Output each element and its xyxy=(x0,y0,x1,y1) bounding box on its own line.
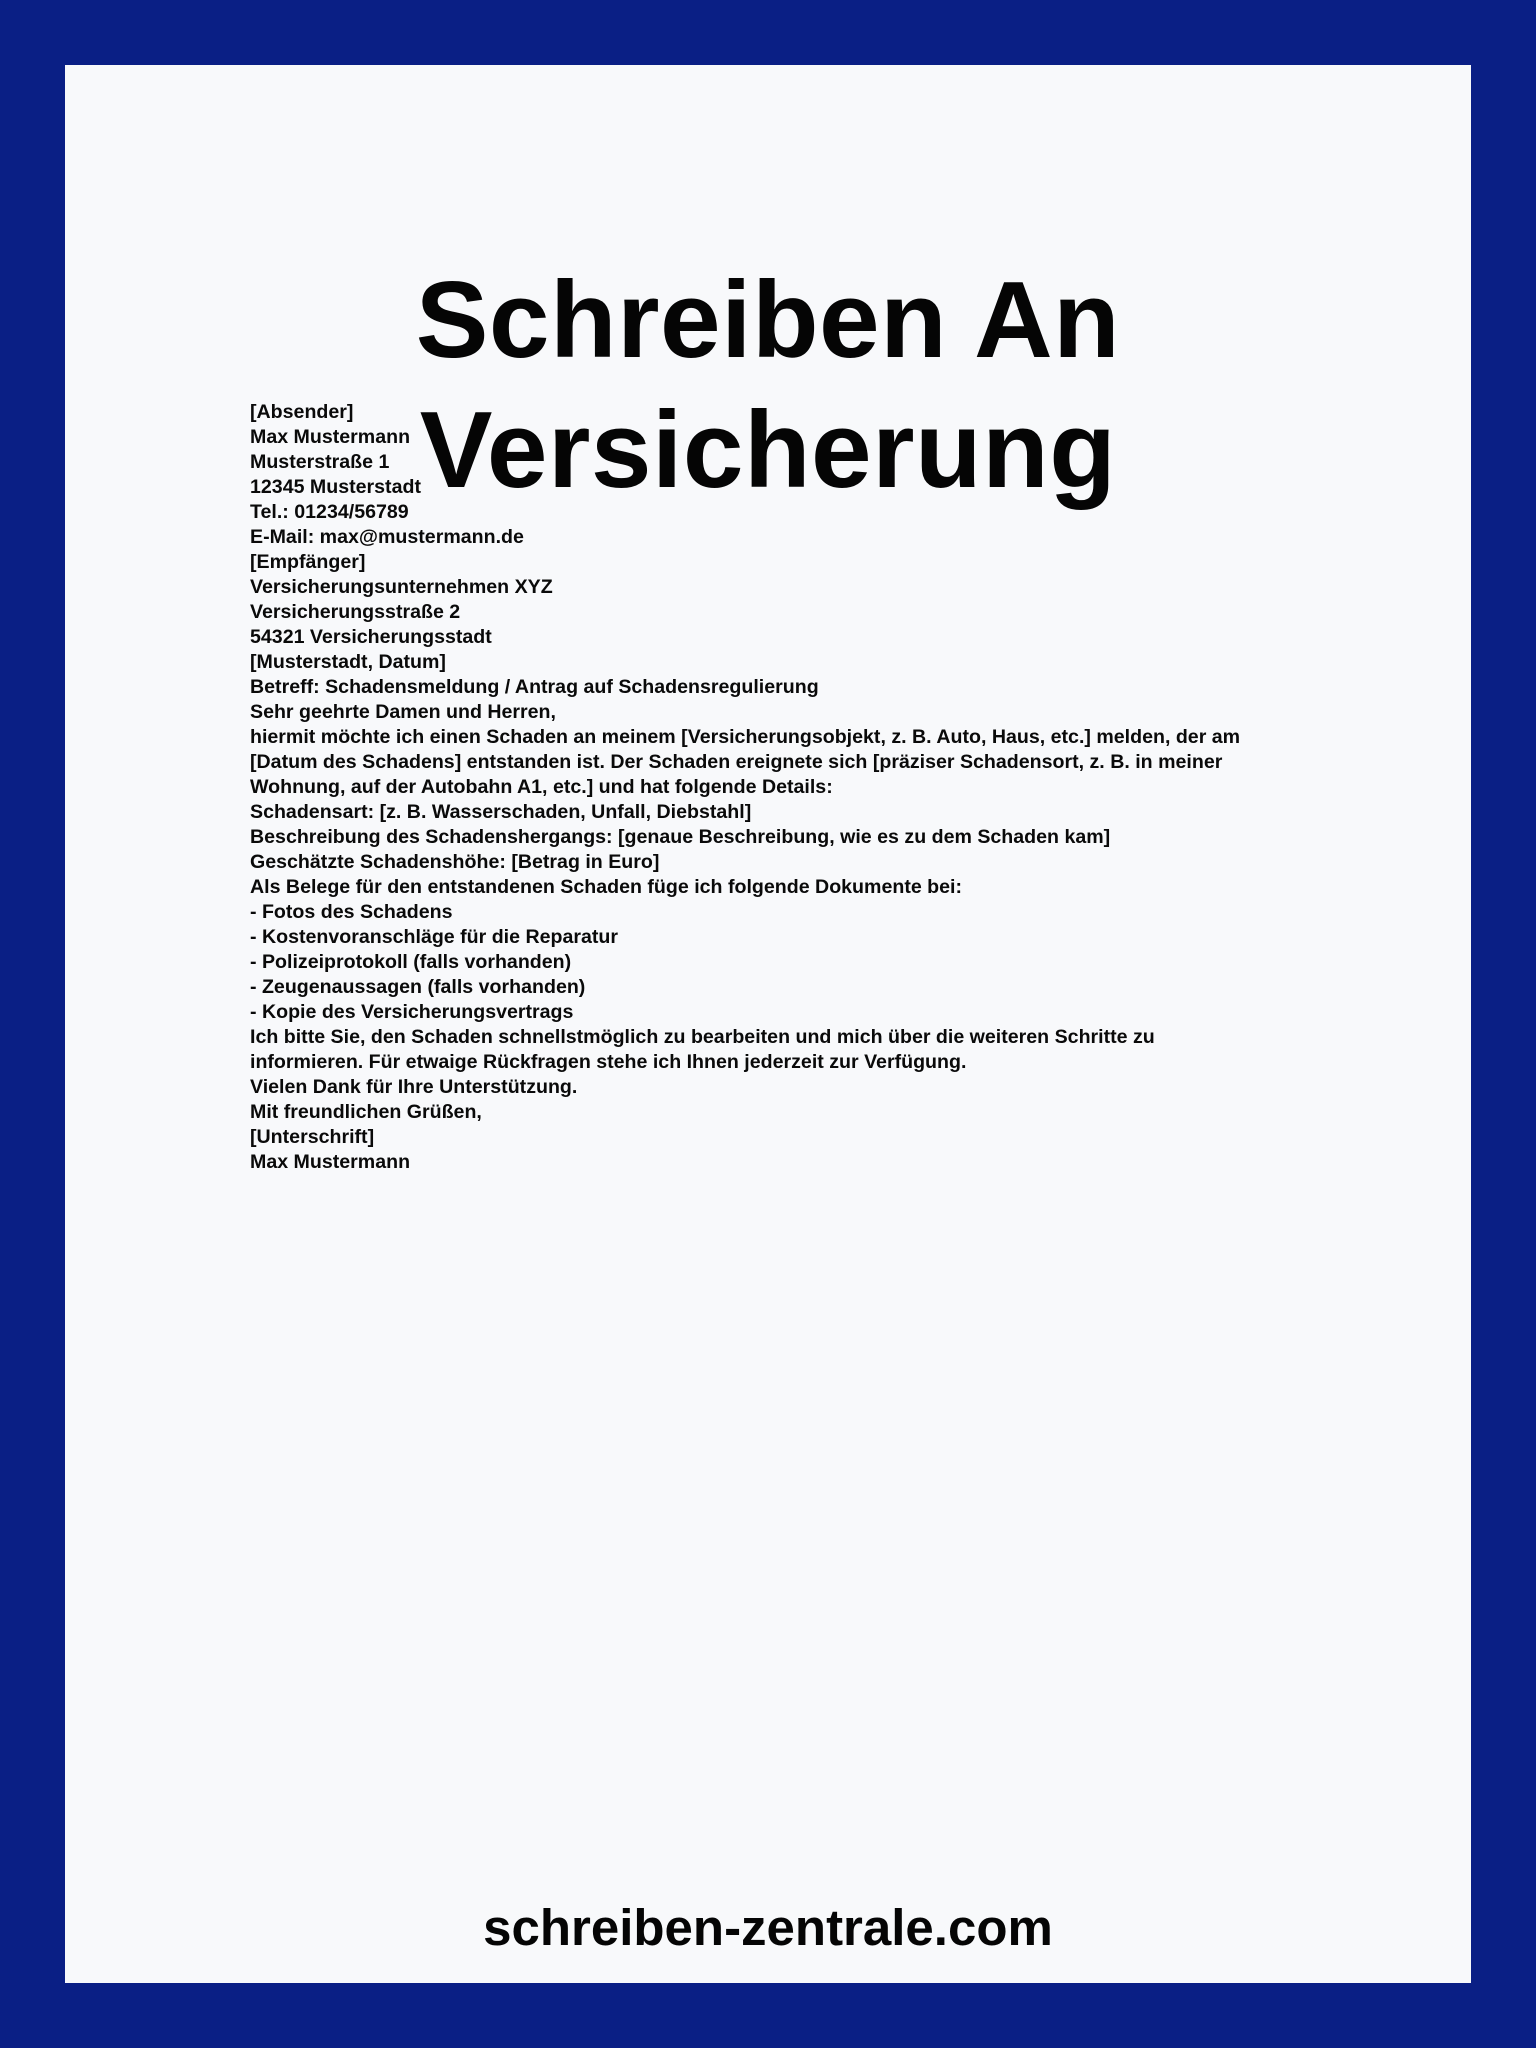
evidence-item: - Kopie des Versicherungsvertrags xyxy=(250,1001,574,1023)
letter-body xyxy=(250,400,1330,1175)
intro-line: hiermit möchte ich einen Schaden an meinem [Versicherungsobjekt, z. B. Auto, Haus, etc.] melden, der am xyxy=(250,726,1241,748)
letter-card xyxy=(65,65,1471,1983)
page-title: Schreiben An Versicherung xyxy=(415,259,1121,511)
recipient-company: Versicherungsunternehmen XYZ xyxy=(250,576,553,598)
evidence-item: - Fotos des Schadens xyxy=(250,901,453,923)
sender-phone: Tel.: 01234/56789 xyxy=(250,501,409,523)
salutation: Sehr geehrte Damen und Herren, xyxy=(250,701,556,723)
recipient-tag: [Empfänger] xyxy=(250,551,366,573)
sender-street: Musterstraße 1 xyxy=(250,451,390,473)
sender-tag: [Absender] xyxy=(250,401,354,423)
intro-line: Wohnung, auf der Autobahn A1, etc.] und hat folgende Details: xyxy=(250,776,833,798)
damage-amount: Geschätzte Schadenshöhe: [Betrag in Euro] xyxy=(250,851,660,873)
damage-type: Schadensart: [z. B. Wasserschaden, Unfall, Diebstahl] xyxy=(250,801,752,823)
sender-name: Max Mustermann xyxy=(250,426,411,448)
recipient-city: 54321 Versicherungsstadt xyxy=(250,626,492,648)
sender-city: 12345 Musterstadt xyxy=(250,476,421,498)
request-line: Ich bitte Sie, den Schaden schnellstmöglich zu bearbeiten und mich über die weiteren Schritte zu xyxy=(250,1026,1155,1048)
signature-tag: [Unterschrift] xyxy=(250,1126,375,1148)
place-date: [Musterstadt, Datum] xyxy=(250,651,446,673)
evidence-item: - Kostenvoranschläge für die Reparatur xyxy=(250,926,619,948)
closing-line: Mit freundlichen Grüßen, xyxy=(250,1101,482,1123)
evidence-intro: Als Belege für den entstandenen Schaden füge ich folgende Dokumente bei: xyxy=(250,876,963,898)
recipient-street: Versicherungsstraße 2 xyxy=(250,601,461,623)
thanks-line: Vielen Dank für Ihre Unterstützung. xyxy=(250,1076,578,1098)
subject-line: Betreff: Schadensmeldung / Antrag auf Schadensregulierung xyxy=(250,676,819,698)
signature-name: Max Mustermann xyxy=(250,1151,411,1173)
evidence-item: - Polizeiprotokoll (falls vorhanden) xyxy=(250,951,572,973)
sender-email: E-Mail: max@mustermann.de xyxy=(250,526,524,548)
intro-line: [Datum des Schadens] entstanden ist. Der Schaden ereignete sich [präziser Schadensort, z. B. in meiner xyxy=(250,751,1223,773)
evidence-item: - Zeugenaussagen (falls vorhanden) xyxy=(250,976,586,998)
request-line: informieren. Für etwaige Rückfragen stehe ich Ihnen jederzeit zur Verfügung. xyxy=(250,1051,967,1073)
damage-description: Beschreibung des Schadenshergangs: [genaue Beschreibung, wie es zu dem Schaden kam] xyxy=(250,826,1111,848)
footer-site-name: schreiben-zentrale.com xyxy=(483,1899,1053,1956)
